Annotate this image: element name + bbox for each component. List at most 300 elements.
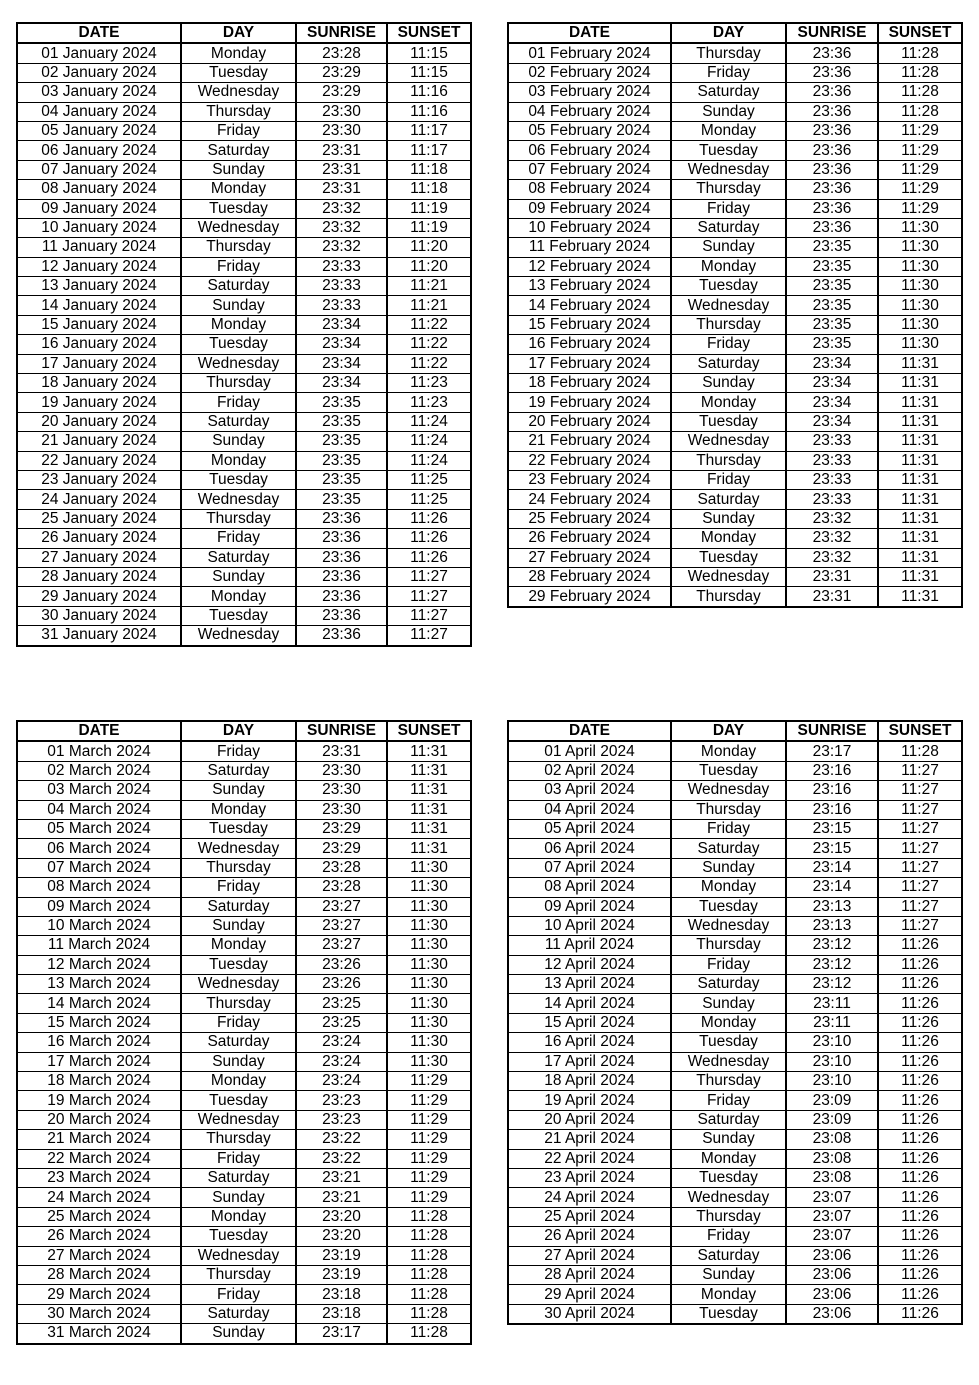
table-row [17, 315, 471, 334]
table-row [508, 1072, 962, 1091]
sunset-cell: 11:22 [387, 315, 471, 334]
table-row [508, 994, 962, 1013]
date-cell: 11 April 2024 [508, 936, 671, 955]
table-row [17, 1188, 471, 1207]
sunset-cell: 11:31 [387, 819, 471, 838]
table-row [17, 1168, 471, 1187]
table-row [508, 529, 962, 548]
sunset-cell: 11:29 [387, 1130, 471, 1149]
date-cell: 30 April 2024 [508, 1304, 671, 1324]
day-cell: Monday [181, 180, 296, 199]
day-cell: Saturday [181, 1304, 296, 1323]
sunrise-cell: 23:10 [786, 1033, 878, 1052]
sunset-cell: 11:30 [878, 257, 962, 276]
sunrise-cell: 23:21 [296, 1168, 387, 1187]
day-cell: Friday [671, 1091, 786, 1110]
table-row [508, 1207, 962, 1226]
table-row [508, 781, 962, 800]
april-table [507, 720, 963, 1325]
day-cell: Monday [671, 529, 786, 548]
day-cell: Sunday [671, 238, 786, 257]
day-cell: Tuesday [671, 1033, 786, 1052]
sunrise-cell: 23:26 [296, 955, 387, 974]
day-cell: Saturday [671, 1246, 786, 1265]
day-cell: Thursday [181, 1130, 296, 1149]
table-row [17, 858, 471, 877]
table-row [17, 878, 471, 897]
sunset-cell: 11:30 [387, 858, 471, 877]
day-cell: Friday [671, 199, 786, 218]
sunrise-cell: 23:29 [296, 63, 387, 82]
table-row [508, 141, 962, 160]
day-cell: Saturday [671, 975, 786, 994]
sunset-cell: 11:31 [387, 761, 471, 780]
date-cell: 15 March 2024 [17, 1013, 181, 1032]
sunset-cell: 11:29 [387, 1168, 471, 1187]
date-cell: 16 January 2024 [17, 335, 181, 354]
day-cell: Tuesday [671, 1168, 786, 1187]
sunrise-cell: 23:35 [786, 335, 878, 354]
date-cell: 29 April 2024 [508, 1285, 671, 1304]
date-header: DATE [17, 721, 181, 741]
date-cell: 08 March 2024 [17, 878, 181, 897]
sunset-cell: 11:21 [387, 277, 471, 296]
sunset-cell: 11:24 [387, 451, 471, 470]
table-header [508, 721, 962, 741]
sunrise-header: SUNRISE [296, 721, 387, 741]
sunset-cell: 11:22 [387, 335, 471, 354]
table-row [17, 1285, 471, 1304]
sunrise-cell: 23:35 [296, 432, 387, 451]
day-cell: Wednesday [671, 781, 786, 800]
date-cell: 30 March 2024 [17, 1304, 181, 1323]
date-cell: 01 February 2024 [508, 43, 671, 63]
table-row [17, 1033, 471, 1052]
sunset-cell: 11:16 [387, 102, 471, 121]
date-cell: 18 February 2024 [508, 374, 671, 393]
date-cell: 07 April 2024 [508, 858, 671, 877]
date-cell: 14 April 2024 [508, 994, 671, 1013]
day-cell: Thursday [181, 858, 296, 877]
sunset-cell: 11:31 [878, 548, 962, 567]
date-cell: 23 January 2024 [17, 470, 181, 489]
sunset-cell: 11:31 [878, 567, 962, 586]
day-cell: Monday [671, 121, 786, 140]
sunset-cell: 11:26 [878, 1110, 962, 1129]
sunset-cell: 11:27 [387, 606, 471, 625]
sunrise-cell: 23:14 [786, 878, 878, 897]
table-row [508, 955, 962, 974]
sunrise-cell: 23:35 [296, 490, 387, 509]
sunrise-cell: 23:35 [296, 451, 387, 470]
table-row [508, 1149, 962, 1168]
sunset-cell: 11:31 [878, 432, 962, 451]
sunrise-cell: 23:30 [296, 121, 387, 140]
sunrise-cell: 23:31 [296, 160, 387, 179]
sunrise-cell: 23:09 [786, 1091, 878, 1110]
table-row [508, 83, 962, 102]
table-body [17, 741, 471, 1343]
sunset-cell: 11:31 [878, 451, 962, 470]
sunrise-cell: 23:35 [296, 393, 387, 412]
sunset-cell: 11:30 [387, 1052, 471, 1071]
table-row [508, 160, 962, 179]
table-row [17, 897, 471, 916]
day-cell: Saturday [671, 218, 786, 237]
table-row [17, 567, 471, 586]
day-cell: Wednesday [671, 567, 786, 586]
sunrise-header: SUNRISE [786, 721, 878, 741]
table-row [508, 1265, 962, 1284]
day-cell: Saturday [671, 83, 786, 102]
date-cell: 04 March 2024 [17, 800, 181, 819]
sunset-cell: 11:26 [878, 1285, 962, 1304]
sunset-cell: 11:26 [878, 1072, 962, 1091]
sunrise-cell: 23:18 [296, 1304, 387, 1323]
table-row [17, 490, 471, 509]
sunrise-cell: 23:09 [786, 1110, 878, 1129]
sunset-cell: 11:27 [878, 800, 962, 819]
sunrise-cell: 23:14 [786, 858, 878, 877]
sunrise-cell: 23:15 [786, 819, 878, 838]
sunrise-cell: 23:32 [786, 509, 878, 528]
sunset-cell: 11:26 [878, 1091, 962, 1110]
day-cell: Sunday [671, 509, 786, 528]
sunrise-cell: 23:06 [786, 1265, 878, 1284]
day-cell: Monday [671, 878, 786, 897]
sunrise-cell: 23:19 [296, 1265, 387, 1284]
day-cell: Wednesday [671, 432, 786, 451]
sunrise-cell: 23:30 [296, 800, 387, 819]
table-row [508, 1052, 962, 1071]
table-row [17, 1265, 471, 1284]
date-cell: 17 February 2024 [508, 354, 671, 373]
table-row [17, 432, 471, 451]
table-row [17, 83, 471, 102]
day-cell: Friday [181, 1013, 296, 1032]
day-cell: Sunday [671, 994, 786, 1013]
day-cell: Wednesday [181, 1246, 296, 1265]
sunrise-cell: 23:31 [786, 567, 878, 586]
table-row [508, 121, 962, 140]
sunrise-cell: 23:29 [296, 819, 387, 838]
table-row [17, 839, 471, 858]
table-row [17, 393, 471, 412]
sunset-cell: 11:21 [387, 296, 471, 315]
table-row [17, 141, 471, 160]
table-body [508, 43, 962, 606]
sunrise-cell: 23:16 [786, 781, 878, 800]
sunrise-cell: 23:33 [786, 490, 878, 509]
date-cell: 11 January 2024 [17, 238, 181, 257]
table-row [17, 529, 471, 548]
table-row [508, 1246, 962, 1265]
table-row [17, 238, 471, 257]
sunrise-cell: 23:23 [296, 1110, 387, 1129]
day-cell: Tuesday [671, 761, 786, 780]
table-row [508, 277, 962, 296]
table-row [508, 43, 962, 63]
table-row [17, 548, 471, 567]
day-cell: Thursday [671, 800, 786, 819]
date-cell: 15 January 2024 [17, 315, 181, 334]
february-table [507, 22, 963, 608]
day-cell: Wednesday [671, 296, 786, 315]
sunrise-cell: 23:20 [296, 1227, 387, 1246]
sunrise-cell: 23:34 [786, 354, 878, 373]
sunrise-cell: 23:28 [296, 858, 387, 877]
sunrise-cell: 23:36 [786, 102, 878, 121]
date-header: DATE [508, 721, 671, 741]
date-cell: 02 February 2024 [508, 63, 671, 82]
sunrise-cell: 23:22 [296, 1149, 387, 1168]
table-row [17, 1207, 471, 1226]
date-cell: 27 April 2024 [508, 1246, 671, 1265]
sunrise-cell: 23:33 [786, 432, 878, 451]
day-cell: Tuesday [181, 955, 296, 974]
sunset-cell: 11:30 [878, 218, 962, 237]
sunrise-cell: 23:33 [296, 277, 387, 296]
date-cell: 03 February 2024 [508, 83, 671, 102]
date-cell: 26 January 2024 [17, 529, 181, 548]
sunrise-cell: 23:36 [786, 83, 878, 102]
table-row [508, 335, 962, 354]
table-row [17, 1304, 471, 1323]
sunrise-cell: 23:12 [786, 936, 878, 955]
day-cell: Tuesday [671, 1304, 786, 1324]
day-cell: Monday [181, 451, 296, 470]
day-cell: Saturday [671, 354, 786, 373]
table-header [17, 23, 471, 43]
date-cell: 22 March 2024 [17, 1149, 181, 1168]
table-row [508, 470, 962, 489]
table-row [17, 354, 471, 373]
sunrise-cell: 23:35 [786, 257, 878, 276]
sunset-cell: 11:29 [878, 199, 962, 218]
date-cell: 12 March 2024 [17, 955, 181, 974]
sunset-cell: 11:17 [387, 121, 471, 140]
date-cell: 02 April 2024 [508, 761, 671, 780]
day-cell: Wednesday [671, 160, 786, 179]
table-row [17, 199, 471, 218]
day-cell: Wednesday [671, 916, 786, 935]
date-cell: 28 March 2024 [17, 1265, 181, 1284]
sunrise-cell: 23:36 [296, 567, 387, 586]
table-row [508, 741, 962, 761]
sunset-cell: 11:31 [878, 587, 962, 607]
sunrise-cell: 23:10 [786, 1052, 878, 1071]
day-cell: Thursday [671, 451, 786, 470]
day-cell: Thursday [671, 1207, 786, 1226]
date-cell: 21 February 2024 [508, 432, 671, 451]
table-row [17, 1324, 471, 1344]
date-cell: 18 March 2024 [17, 1072, 181, 1091]
january-table [16, 22, 472, 647]
sunrise-cell: 23:36 [296, 509, 387, 528]
sunrise-cell: 23:23 [296, 1091, 387, 1110]
date-cell: 09 March 2024 [17, 897, 181, 916]
day-cell: Sunday [181, 1188, 296, 1207]
sunrise-cell: 23:28 [296, 43, 387, 63]
sunrise-cell: 23:11 [786, 994, 878, 1013]
date-cell: 18 April 2024 [508, 1072, 671, 1091]
day-cell: Saturday [181, 277, 296, 296]
table-row [17, 975, 471, 994]
date-cell: 17 March 2024 [17, 1052, 181, 1071]
date-cell: 25 March 2024 [17, 1207, 181, 1226]
date-cell: 04 February 2024 [508, 102, 671, 121]
day-cell: Sunday [181, 916, 296, 935]
sunrise-cell: 23:12 [786, 975, 878, 994]
table-row [508, 374, 962, 393]
sunrise-cell: 23:35 [296, 412, 387, 431]
table-row [508, 490, 962, 509]
sunset-cell: 11:26 [878, 1052, 962, 1071]
day-cell: Wednesday [181, 975, 296, 994]
table-row [508, 218, 962, 237]
sunset-cell: 11:31 [878, 374, 962, 393]
sunrise-cell: 23:33 [296, 296, 387, 315]
sunset-cell: 11:31 [387, 800, 471, 819]
sunrise-cell: 23:08 [786, 1130, 878, 1149]
day-cell: Tuesday [181, 1227, 296, 1246]
sunrise-cell: 23:36 [786, 160, 878, 179]
date-cell: 15 February 2024 [508, 315, 671, 334]
table-row [508, 199, 962, 218]
day-cell: Monday [181, 936, 296, 955]
day-header: DAY [671, 23, 786, 43]
sunrise-cell: 23:31 [296, 141, 387, 160]
day-cell: Friday [181, 1285, 296, 1304]
day-cell: Saturday [671, 490, 786, 509]
date-cell: 05 March 2024 [17, 819, 181, 838]
sunrise-cell: 23:32 [786, 548, 878, 567]
sunrise-cell: 23:34 [296, 315, 387, 334]
date-cell: 21 January 2024 [17, 432, 181, 451]
date-cell: 25 February 2024 [508, 509, 671, 528]
table-row [17, 1130, 471, 1149]
date-cell: 04 April 2024 [508, 800, 671, 819]
day-cell: Saturday [181, 1033, 296, 1052]
table-row [508, 1013, 962, 1032]
day-cell: Saturday [181, 548, 296, 567]
day-cell: Monday [181, 315, 296, 334]
date-cell: 27 March 2024 [17, 1246, 181, 1265]
sunset-cell: 11:28 [387, 1265, 471, 1284]
sunset-cell: 11:30 [387, 878, 471, 897]
date-cell: 13 March 2024 [17, 975, 181, 994]
sunset-cell: 11:23 [387, 393, 471, 412]
day-cell: Wednesday [181, 83, 296, 102]
sunset-cell: 11:30 [878, 315, 962, 334]
sunrise-cell: 23:33 [296, 257, 387, 276]
sunset-cell: 11:26 [878, 955, 962, 974]
sunset-cell: 11:28 [878, 63, 962, 82]
sunset-cell: 11:27 [878, 781, 962, 800]
sunrise-cell: 23:30 [296, 102, 387, 121]
sunrise-cell: 23:10 [786, 1072, 878, 1091]
sunset-header: SUNSET [387, 721, 471, 741]
sunrise-cell: 23:34 [786, 393, 878, 412]
sunrise-cell: 23:28 [296, 878, 387, 897]
day-cell: Friday [181, 1149, 296, 1168]
sunset-cell: 11:30 [878, 277, 962, 296]
day-cell: Thursday [181, 509, 296, 528]
day-cell: Wednesday [671, 1052, 786, 1071]
date-cell: 10 February 2024 [508, 218, 671, 237]
table-row [508, 257, 962, 276]
date-cell: 09 April 2024 [508, 897, 671, 916]
table-row [508, 238, 962, 257]
table-row [508, 1188, 962, 1207]
table-row [508, 393, 962, 412]
sunset-cell: 11:31 [387, 781, 471, 800]
sunset-cell: 11:29 [878, 121, 962, 140]
date-cell: 03 March 2024 [17, 781, 181, 800]
date-cell: 26 March 2024 [17, 1227, 181, 1246]
table-row [17, 800, 471, 819]
table-row [17, 1227, 471, 1246]
sunset-cell: 11:26 [878, 1149, 962, 1168]
day-cell: Tuesday [181, 606, 296, 625]
date-cell: 25 April 2024 [508, 1207, 671, 1226]
date-cell: 11 March 2024 [17, 936, 181, 955]
day-cell: Friday [181, 121, 296, 140]
sunset-cell: 11:31 [878, 490, 962, 509]
sunset-cell: 11:15 [387, 63, 471, 82]
sunset-cell: 11:27 [387, 587, 471, 606]
day-cell: Tuesday [181, 335, 296, 354]
day-cell: Friday [181, 741, 296, 761]
sunset-cell: 11:26 [878, 1265, 962, 1284]
date-cell: 02 January 2024 [17, 63, 181, 82]
table-row [17, 509, 471, 528]
table-row [17, 1091, 471, 1110]
day-cell: Monday [181, 1207, 296, 1226]
sunrise-cell: 23:36 [786, 43, 878, 63]
table-row [508, 897, 962, 916]
sunset-cell: 11:27 [878, 916, 962, 935]
table-row [17, 819, 471, 838]
table-row [508, 102, 962, 121]
sunrise-cell: 23:15 [786, 839, 878, 858]
sunset-cell: 11:28 [387, 1304, 471, 1323]
sunset-cell: 11:28 [878, 102, 962, 121]
day-header: DAY [671, 721, 786, 741]
date-cell: 28 April 2024 [508, 1265, 671, 1284]
table-row [508, 180, 962, 199]
sunrise-header: SUNRISE [296, 23, 387, 43]
sunset-cell: 11:30 [387, 975, 471, 994]
day-cell: Tuesday [671, 548, 786, 567]
sunset-cell: 11:17 [387, 141, 471, 160]
table-row [508, 1227, 962, 1246]
sunset-cell: 11:19 [387, 218, 471, 237]
sunrise-cell: 23:32 [296, 199, 387, 218]
date-cell: 06 January 2024 [17, 141, 181, 160]
table-row [508, 819, 962, 838]
sunrise-cell: 23:29 [296, 83, 387, 102]
day-cell: Tuesday [671, 141, 786, 160]
date-cell: 07 February 2024 [508, 160, 671, 179]
day-cell: Monday [671, 1013, 786, 1032]
day-cell: Thursday [181, 102, 296, 121]
sunset-cell: 11:31 [878, 470, 962, 489]
sunset-cell: 11:20 [387, 238, 471, 257]
date-cell: 23 March 2024 [17, 1168, 181, 1187]
date-cell: 24 January 2024 [17, 490, 181, 509]
sunset-cell: 11:28 [387, 1246, 471, 1265]
